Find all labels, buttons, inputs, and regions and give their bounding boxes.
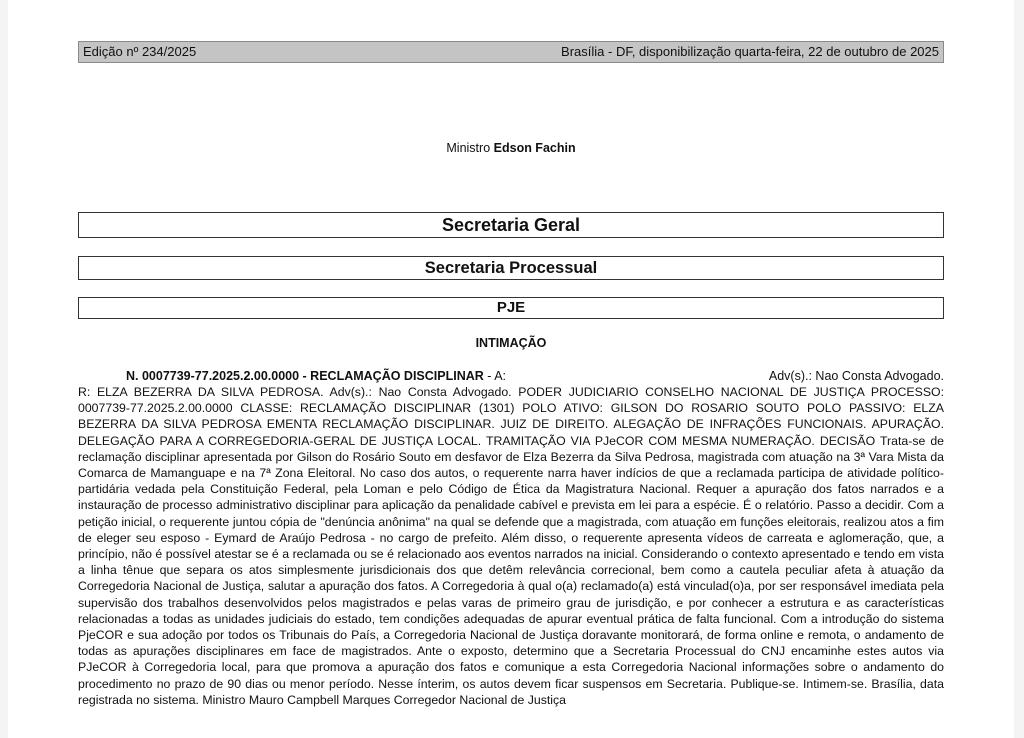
case-body-paragraph: R: ELZA BEZERRA DA SILVA PEDROSA. Adv(s).: Nao Consta Advogado. PODER JUDICIARIO CONSELHO NACIONAL DE JUSTIÇA PROCESSO: 0007739-77.2025.2.00.0000 CLASSE: RECLAMAÇÃO DISCIPLINAR (1301) POLO ATIVO: GILSON DO ROSARIO SOUTO POLO PASSIVO: ELZA BEZERRA DA SILVA PEDROSA EMENTA RECLAMAÇÃO DISCIPLINAR. JUIZ DE DIREITO. ALEGAÇÃO DE INFRAÇÕES FUNCIONAIS. APURAÇÃO. DELEGAÇÃO PARA A CORREGEDORIA-GERAL DE JUSTIÇA LOCAL. TRAMITAÇÃO VIA PJeCOR COM MESMA NUMERAÇÃO. DECISÃO Trata-se de reclamação disciplinar apresentada por Gilson do Rosário Souto em desfavor de Elza Bezerra da Silva Pedrosa, magistrada com atuação na 3ª Vara Mista da Comarca de Mamanguape e na 7ª Zona Eleitoral. No caso dos autos, o requerente narra haver indícios de que a reclamada participa de atividade político-partidária vedada pela Constituição Federal, pela Loman e pelo Código de Ética da Magistratura Nacional. Requer a apuração dos fatos narrados e a instauração de processo administrativo disciplinar para aplicação da penalidade cabível e prevista em lei para a espécie. É o relatório. Passo a decidir. Com a petição inicial, o requerente juntou cópia de "denúncia anônima" na qual se defende que a magistrada, com atuação em funções eleitorais, realizou atos a fim de eleger seu esposo - Eymard de Araújo Pedrosa - no cargo de prefeito. Além disso, o requerente apresenta vídeos de carreata e aglomeração, que, a princípio, não é possível atestar se é a reclamada ou se é relacionado aos eventos narrados na inicial. Considerando o contexto apresentado e tendo em vista a linha tênue que separa os atos simplesmente jurisdicionais dos que detêm relevância correcional, bem como a cautela peculiar afeta à atuação da Corregedoria Nacional de Justiça, salutar a apuração dos fatos. A Corregedoria à qual o(a) reclamado(a) está vinculad(o)a, por ser responsável imediata pela supervisão dos trabalhos desenvolvidos pelos magistrados e pelas varas de primeiro grau de jurisdição, e por conhecer a estrutura e as características relacionadas a todas as unidades judiciais do estado, tem condições adequadas de apurar eventual prática de falta funcional. Com a introdução do sistema PjeCOR e sua adoção por todos os Tribunais do País, a Corregedoria Nacional de Justiça doravante monitorará, de forma online e remota, o andamento de todas as apurações disciplinares em face de magistrados. Ante o exposto, determino que a Secretaria Processual do CNJ encaminhe estes autos via PJeCOR à Corregedoria local, para que promova a apuração dos fatos e comunique a esta Corregedoria Nacional informações sobre o andamento do procedimento no prazo de 90 dias ou menor período. Nesse ínterim, os autos devem ficar suspensos em Secretaria. Publique-se. Intimem-se. Brasília, data registrada no sistema. Ministro Mauro Campbell Marques Corregedor Nacional de Justiça — [78, 385, 944, 707]
section-secretaria-geral: Secretaria Geral — [78, 212, 944, 238]
publication-location-date: Brasília - DF, disponibilização quarta-feira, 22 de outubro de 2025 — [561, 44, 939, 59]
case-number-title: N. 0007739-77.2025.2.00.0000 - RECLAMAÇÃO DISCIPLINAR — [126, 369, 484, 383]
case-party-prefix: - A: — [483, 369, 507, 383]
section-pje: PJE — [78, 297, 944, 319]
case-number-heading — [126, 369, 506, 383]
intimacao-title: INTIMAÇÃO — [475, 336, 547, 350]
edition-number: Edição nº 234/2025 — [83, 44, 197, 59]
section-secretaria-processual: Secretaria Processual — [78, 256, 944, 280]
case-adv-note: Adv(s).: Nao Consta Advogado. — [768, 369, 944, 383]
edition-header-bar — [78, 41, 944, 63]
minister-prefix: Ministro — [446, 141, 491, 155]
minister-name: Edson Fachin — [493, 141, 576, 155]
case-body — [78, 384, 944, 708]
document-page — [8, 0, 1014, 738]
case-heading-line — [78, 369, 944, 384]
minister-line — [8, 141, 1014, 155]
